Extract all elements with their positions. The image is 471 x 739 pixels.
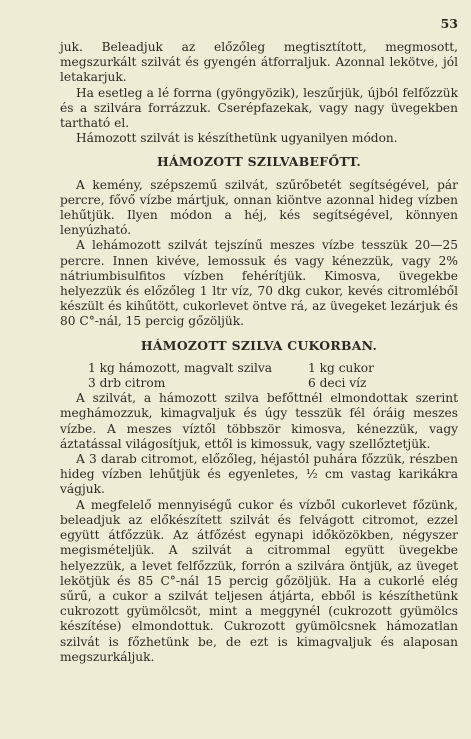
ingredient: 6 deci víz <box>308 376 367 391</box>
page-number: 53 <box>440 16 458 31</box>
paragraph: Hámozott szilvát is készíthetünk ugyanilyen módon. <box>76 131 398 146</box>
section-title: HÁMOZOTT SZILVABEFŐTT. <box>156 154 362 170</box>
paragraph: A lehámozott szilvát tejszínű meszes vízbe tesszük 20—25 percre. Innen kivéve, lemossuk és vagy kénezzük, vagy 2% nátriumbisulfitos vízben fehérítjük. Kimosva, üvegekbe helyezzük és előzőleg 1 ltr víz, 70 dkg cukor, kevés citromléből készült és kihűtött, cukorlevet öntve rá, az üvegeket lezárjuk és 80 C°-nál, 15 percig gőzöljük. <box>60 238 458 329</box>
paragraph: A szilvát, a hámozott szilva befőttnél elmondottak szerint meghámozzuk, kimagvaljuk és úgy tesszük fél óráig meszes vízbe. A meszes víztől többször kimosva, kénezzük, vagy áztatással világosítjuk, ettől is kimossuk, vagy szellőztetjük. <box>60 391 458 451</box>
paragraph: juk. Beleadjuk az előzőleg megtisztított, megmosott, megszurkált szilvát és gyengén átforraljuk. Azonnal lekötve, jól letakarjuk. <box>60 40 458 85</box>
section-title: HÁMOZOTT SZILVA CUKORBAN. <box>140 337 378 353</box>
paragraph: A 3 darab citromot, előzőleg, héjastól puhára főzzük, részben hideg vízben lehűtjük és egyenletes, ½ cm vastag karikákra vágjuk. <box>60 452 458 497</box>
paragraph: A kemény, szépszemű szilvát, szűrőbetét segítségével, pár percre, fővő vízbe mártjuk, onnan kiöntve azonnal hideg vízben lehűtjük. Ilyen módon a héj, kés segítségével, könnyen lenyúzható. <box>60 177 458 238</box>
ingredient: 1 kg cukor <box>308 360 374 375</box>
ingredient: 1 kg hámozott, magvalt szilva <box>88 360 273 375</box>
ingredient-list <box>88 361 418 391</box>
paragraph: Ha esetleg a lé forrna (gyöngyözik), leszűrjük, újból felfőzzük és a szilvára forrázzuk. Cserépfazekak, vagy nagy üvegekben tartható el. <box>60 85 458 131</box>
paragraph: A megfelelő mennyiségű cukor és vízből cukorlevet főzünk, beleadjuk az előkészített szilvát és felvágott citromot, ezzel együtt átfőzzük. Az átfőzést egynapi időközökben, négyszer megismételjük. A szilvát a citrommal együtt üvegekbe helyezzük, a levet felfőzzük, forrón a szilvára öntjük, az üveget lekötjük és 85 C°-nál 15 percig gőzöljük. Ha a cukorlé elég sűrű, a cukor a szilvát teljesen átjárta, ebből is készíthetünk cukrozott gyümölcsöt, mint a meggynél (cukrozott gyümölcs készítése) elmondottuk. Cukrozott gyümölcsnek hámozatlan szilvát is főzhetünk be, de ezt is kimagvaljuk és alaposan megszurkáljuk. <box>60 497 458 664</box>
ingredient-row <box>88 361 418 376</box>
ingredient-row <box>88 376 418 391</box>
ingredient: 3 drb citrom <box>88 376 166 391</box>
page-body <box>60 40 458 665</box>
